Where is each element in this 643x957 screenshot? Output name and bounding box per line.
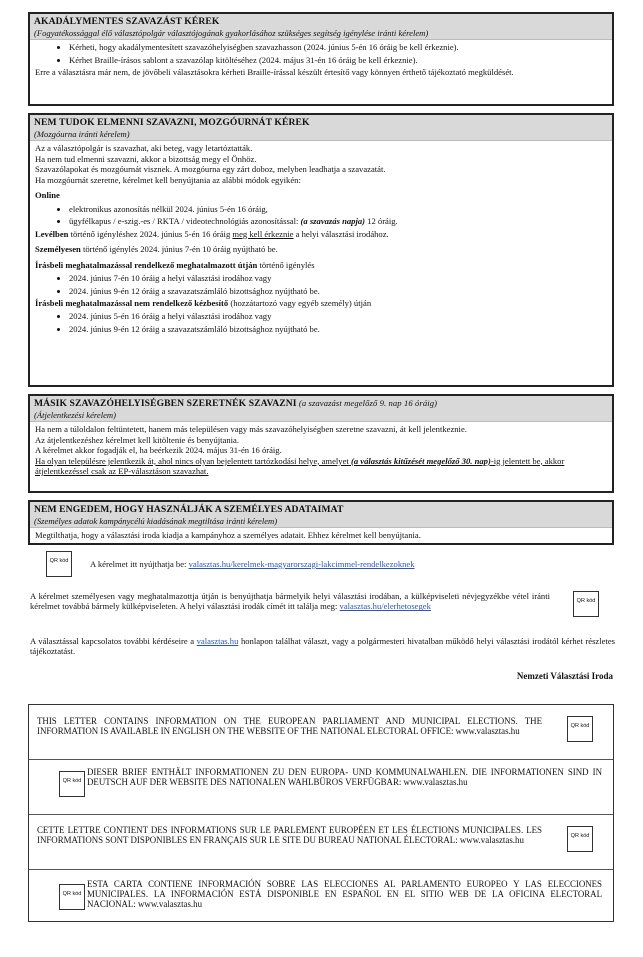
section-title: NEM TUDOK ELMENNI SZAVAZNI, MOZGÓURNÁT KÉREK: [34, 117, 310, 128]
section-subtitle: (Átjelentkezési kérelem): [34, 409, 116, 420]
contacts-link[interactable]: valasztas.hu/elerhetosegek: [339, 601, 431, 612]
list-item: • Kérheti, hogy akadálymentesített szavazóhelyiségben szavazhasson (2024. június 5-én 16 óráig be kell érkeznie).: [69, 42, 607, 52]
section-body: [30, 141, 612, 338]
courier-list: [35, 311, 607, 334]
more-info-text: A választással kapcsolatos további kérdéseire a valasztas.hu honlapon találhat választ, vagy a polgármesteri hivatalban működő helyi választási irodától kérhet részletes tájékoztatást.: [30, 636, 615, 657]
authorized-list: [35, 273, 607, 296]
text-line: A kérelmet akkor fogadják el, ha beérkezik 2024. május 31-én 16 óráig.: [35, 445, 282, 456]
section-subtitle: (Személyes adatok kampánycélú kiadásának megtiltása iránti kérelem): [34, 515, 278, 526]
submit-link[interactable]: valasztas.hu/kerelmek-magyarorszagi-lakcimmel-rendelkezoknek: [188, 559, 415, 569]
german-text: DIESER BRIEF ENTHÄLT INFORMATIONEN ZU DEN EUROPA- UND KOMMUNALWAHLEN. DIE INFORMATIONEN SIND IN DEUTSCH AUF DER WEBSITE DES NATIONALEN WAHLBÜROS VERFÜGBAR: www.valasztas.hu: [87, 767, 602, 788]
english-text: THIS LETTER CONTAINS INFORMATION ON THE EUROPEAN PARLIAMENT AND MUNICIPAL ELECTIONS. THE INFORMATION IS AVAILABLE IN ENGLISH ON THE WEBSITE OF THE NATIONAL ELECTORAL OFFICE: www.valasztas.hu: [37, 716, 542, 737]
authorized-request: Írásbeli meghatalmazással rendelkező meghatalmazott útján történő igénylés: [35, 259, 315, 270]
section-header: [30, 396, 612, 422]
section-title: MÁSIK SZAVAZÓHELYISÉGBEN SZERETNÉK SZAVAZNI (a szavazást megelőző 9. nap 16 óráig): [34, 398, 438, 409]
text-line: Megtilthatja, hogy a választási iroda kiadja a kampányhoz a személyes adatait. Ehhez kérelmet kell benyújtania.: [35, 530, 421, 541]
personal-text: A kérelmet személyesen vagy meghatalmazottja útján is benyújthatja bármelyik helyi választási irodában, a külképviseleti névjegyzékbe vétel iránti kérelmet továbbá bármely külképviseleten. A helyi választási irodák címét itt találja meg: valasztas.hu/elerhetosegek: [30, 591, 550, 612]
section-header: [30, 14, 612, 40]
english-info: [29, 705, 613, 759]
qr-code[interactable]: QR kód: [573, 591, 599, 617]
french-text: CETTE LETTRE CONTIENT DES INFORMATIONS SUR LE PARLEMENT EUROPÉEN ET LES ÉLECTIONS MUNICIPALES. LES INFORMATIONS SONT DISPONIBLES EN FRANÇAIS SUR LE SITE DU BUREAU NATIONAL ÉLECTORAL: www.valasztas.hu: [37, 825, 542, 846]
personal-request: Személyesen történő igénylés 2024. június 7-én 10 óráig nyújtható be.: [35, 244, 278, 255]
warning-text: Ha olyan településre jelentkezik át, ahol nincs olyan bejelentett tartózkodási helye, amelyet (a választás kitűzését megelőző 30. nap)-ig jelentett be, akkor átjelentkezéssel csak az EP-választáson szavazhat.: [35, 455, 565, 477]
intro-line: Szavazólapokat és mozgóurnát visznek. A mozgóurna egy zárt doboz, melyben leadhatja a szavazatát.: [35, 164, 386, 175]
section-note: Erre a választásra már nem, de jövőbeli választásokra kérheti Braille-írással készült értesítő vagy könnyen érthető tájékoztató megküldését.: [35, 67, 514, 78]
submit-text: A kérelmet itt nyújthatja be: valasztas.hu/kerelmek-magyarorszagi-lakcimmel-rendelkezoknek: [90, 559, 415, 569]
intro-line: Az a választópolgár is szavazhat, aki beteg, vagy letartóztatták.: [35, 143, 253, 154]
section-body: [30, 40, 612, 79]
section-title: NEM ENGEDEM, HOGY HASZNÁLJÁK A SZEMÉLYES ADATAIMAT: [34, 504, 344, 515]
list-item: • 2024. június 7-én 10 óráig a helyi választási irodához vagy: [69, 273, 607, 283]
list-item: • ügyfélkapus / e-szig.-es / RKTA / videotechnológiás azonosítással: (a szavazás napja) 12 óráig.: [69, 216, 607, 226]
text-line: Az átjelentkezéshez kérelmet kell kitöltenie és benyújtania.: [35, 434, 240, 445]
list-item: • 2024. június 5-én 16 óráig a helyi választási irodához vagy: [69, 311, 607, 321]
personal-submission: [30, 591, 615, 627]
bullet-list: [35, 42, 607, 65]
intro-line: Ha mozgóurnát szeretne, kérelmet kell benyújtania az alábbi módok egyikén:: [35, 174, 301, 185]
french-info: [29, 815, 613, 869]
qr-code[interactable]: QR kód: [59, 884, 85, 910]
courier-request: Írásbeli meghatalmazással nem rendelkező kézbesítő (hozzátartozó vagy egyéb személy) útján: [35, 298, 372, 308]
mobile-ballot-section: [28, 113, 614, 387]
online-list: [35, 204, 607, 227]
qr-code[interactable]: QR kód: [567, 716, 593, 742]
section-body: [30, 422, 612, 478]
accessible-voting-section: [28, 12, 614, 106]
qr-code[interactable]: QR kód: [46, 551, 72, 577]
data-privacy-section: [28, 500, 614, 545]
transfer-section: [28, 394, 614, 493]
website-link[interactable]: valasztas.hu: [196, 636, 239, 646]
section-header: [30, 502, 612, 528]
section-header: [30, 115, 612, 141]
signature: Nemzeti Választási Iroda: [516, 671, 613, 681]
list-item: • 2024. június 9-én 12 óráig a szavazatszámláló bizottsághoz nyújtható be.: [69, 324, 607, 334]
section-title: AKADÁLYMENTES SZAVAZÁST KÉREK: [34, 16, 220, 27]
qr-code[interactable]: QR kód: [567, 826, 593, 852]
language-info-box: [28, 704, 614, 922]
list-item: • elektronikus azonosítás nélkül 2024. június 5-én 16 óráig,: [69, 204, 607, 214]
submit-row: [30, 551, 615, 579]
list-item: • Kérhet Braille-írásos sablont a szavazólap kitöltéséhez (2024. május 31-én 16 óráig be kell érkeznie).: [69, 55, 607, 65]
more-info: [30, 636, 615, 657]
spanish-text: ESTA CARTA CONTIENE INFORMACIÓN SOBRE LAS ELECCIONES AL PARLAMENTO EUROPEO Y LAS ELECCIONES MUNICIPALES. LA INFORMACIÓN ESTÁ DISPONIBLE EN ESPAÑOL EN EL SITIO WEB DE LA OFICINA ELECTORAL NACIONAL: www.valasztas.hu: [87, 879, 602, 910]
intro-line: Ha nem tud elmenni szavazni, akkor a bizottság megy el Önhöz.: [35, 153, 257, 164]
section-subtitle: (Mozgóurna iránti kérelem): [34, 128, 130, 139]
online-heading: Online: [35, 190, 60, 201]
list-item: • 2024. június 9-én 12 óráig a szavazatszámláló bizottsághoz nyújtható be.: [69, 286, 607, 296]
section-body: [30, 528, 612, 542]
german-info: [29, 760, 613, 814]
text-line: Ha nem a túloldalon feltüntetett, hanem más településen vagy más szavazóhelyiségben szeretne szavazni, át kell jelentkeznie.: [35, 424, 467, 435]
spanish-info: [29, 870, 613, 922]
section-subtitle: (Fogyatékossággal élő választópolgár választójogának gyakorlásához szükséges segítség igénylése iránti kérelem): [34, 27, 429, 38]
letter-request: Levélben történő igényléshez 2024. június 5-én 16 óráig meg kell érkeznie a helyi választási irodához.: [35, 228, 389, 239]
qr-code[interactable]: QR kód: [59, 771, 85, 797]
